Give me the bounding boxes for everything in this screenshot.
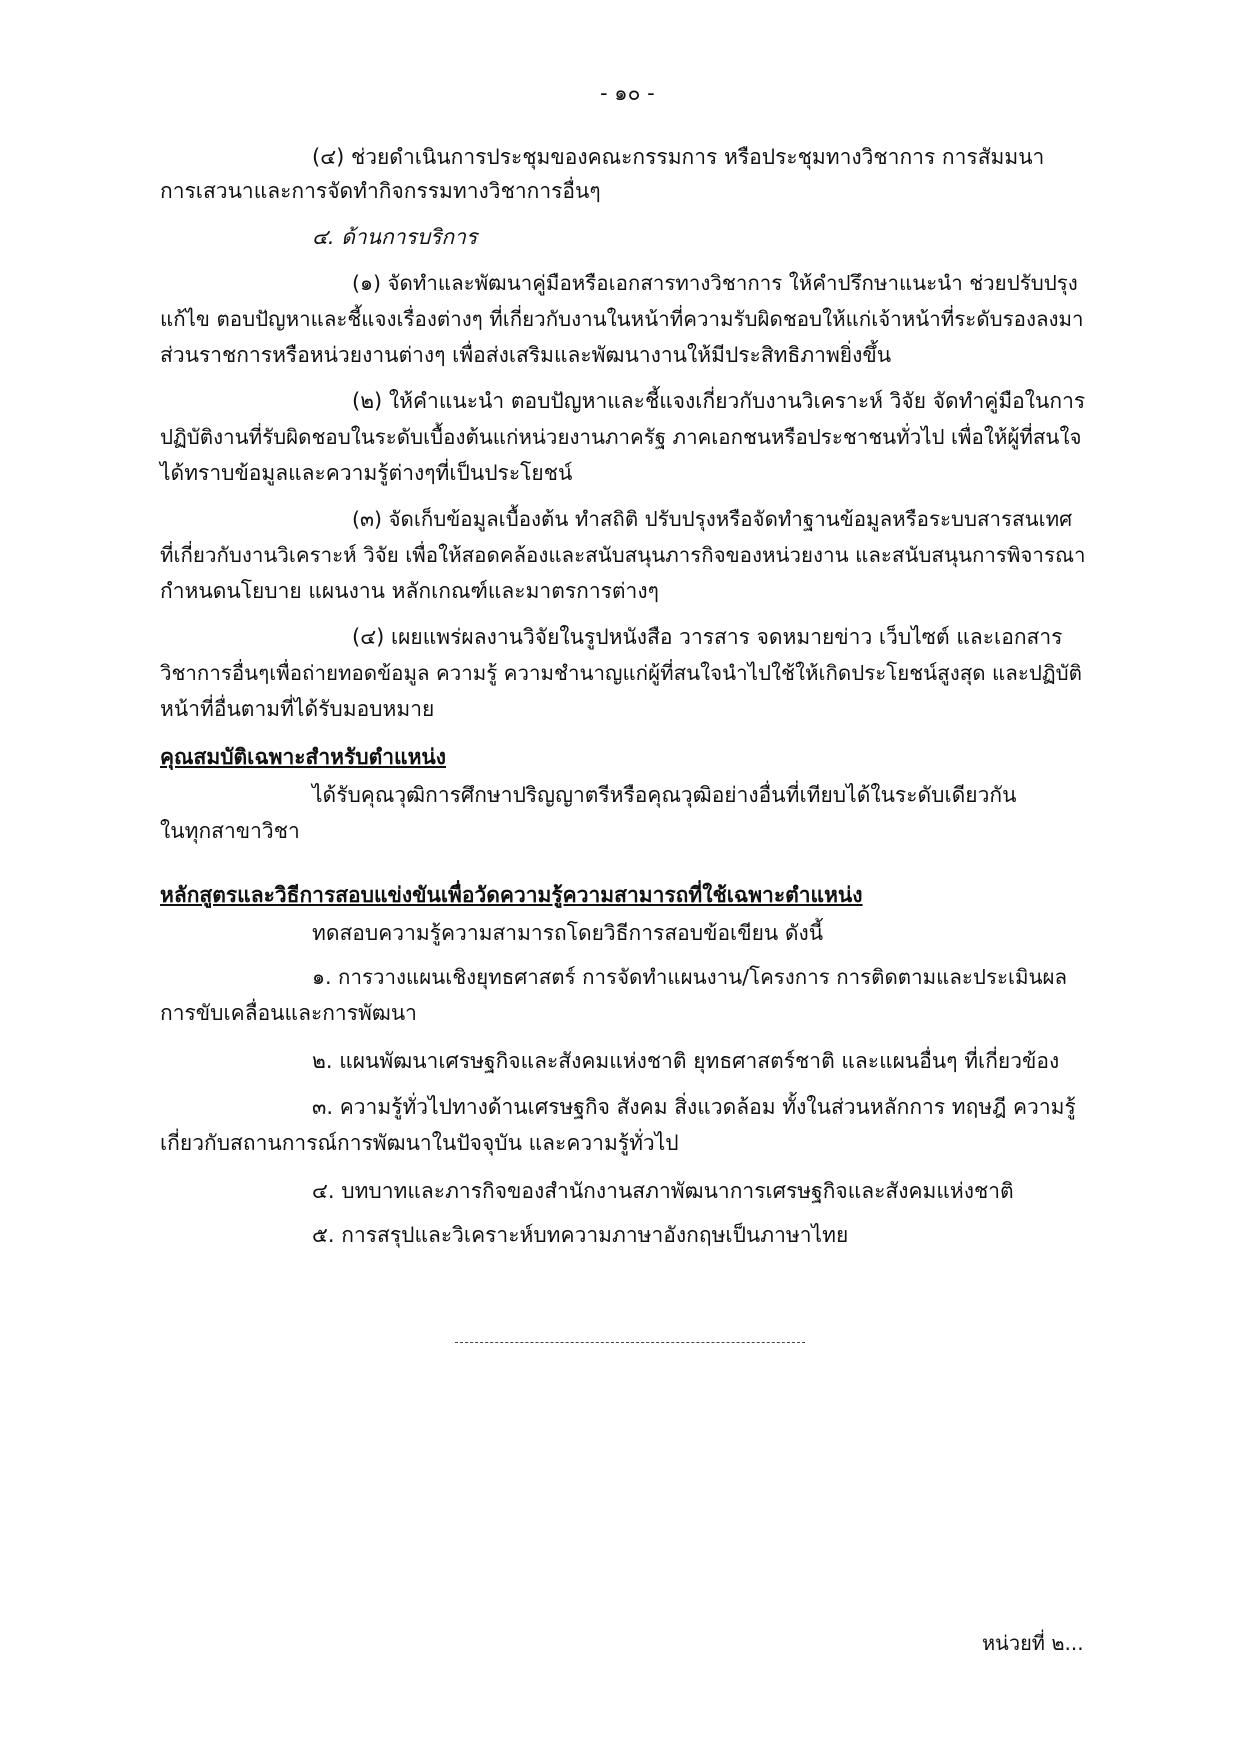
exam-item-1-line: การขับเคลื่อนและการพัฒนา bbox=[160, 1001, 417, 1025]
service-item-2-line: (๒) ให้คำแนะนำ ตอบปัญหาและชี้แจงเกี่ยวกับงานวิเคราะห์ วิจัย จัดทำคู่มือในการ bbox=[352, 389, 1086, 413]
service-item-2-line: ได้ทราบข้อมูลและความรู้ต่างๆที่เป็นประโยชน์ bbox=[160, 461, 573, 485]
service-item-1-line: ส่วนราชการหรือหน่วยงานต่างๆ เพื่อส่งเสริมและพัฒนางานให้มีประสิทธิภาพยิ่งขึ้น bbox=[160, 343, 892, 367]
qualification-heading: คุณสมบัติเฉพาะสำหรับตำแหน่ง bbox=[160, 745, 447, 769]
page-number: - ๑๐ - bbox=[600, 81, 655, 105]
exam-item-3-line: ๓. ความรู้ทั่วไปทางด้านเศรษฐกิจ สังคม สิ่งแวดล้อม ทั้งในส่วนหลักการ ทฤษฎี ความรู้ bbox=[312, 1095, 1076, 1119]
exam-intro: ทดสอบความรู้ความสามารถโดยวิธีการสอบข้อเขียน ดังนี้ bbox=[312, 921, 824, 945]
paragraph-line: (๔) ช่วยดำเนินการประชุมของคณะกรรมการ หรือประชุมทางวิชาการ การสัมมนา bbox=[312, 145, 1045, 169]
qualification-line: ในทุกสาขาวิชา bbox=[160, 819, 300, 843]
section-heading-service: ๔. ด้านการบริการ bbox=[312, 225, 478, 249]
paragraph-line: การเสวนาและการจัดทำกิจกรรมทางวิชาการอื่นๆ bbox=[160, 179, 601, 203]
service-item-2-line: ปฏิบัติงานที่รับผิดชอบในระดับเบื้องต้นแก่หน่วยงานภาครัฐ ภาคเอกชนหรือประชาชนทั่วไป เพื่อให้ผู้ที่สนใจ bbox=[160, 425, 1082, 449]
exam-heading: หลักสูตรและวิธีการสอบแข่งขันเพื่อวัดความรู้ความสามารถที่ใช้เฉพาะตำแหน่ง bbox=[160, 883, 863, 907]
next-page-marker: หน่วยที่ ๒... bbox=[982, 1631, 1084, 1655]
service-item-4-line: หน้าที่อื่นตามที่ได้รับมอบหมาย bbox=[160, 697, 435, 721]
exam-item-3-line: เกี่ยวกับสถานการณ์การพัฒนาในปัจจุบัน และความรู้ทั่วไป bbox=[160, 1131, 679, 1155]
service-item-3-line: ที่เกี่ยวกับงานวิเคราะห์ วิจัย เพื่อให้สอดคล้องและสนับสนุนภารกิจของหน่วยงาน และสนับสนุนการพิจารณา bbox=[160, 543, 1086, 567]
service-item-3-line: กำหนดนโยบาย แผนงาน หลักเกณฑ์และมาตรการต่างๆ bbox=[160, 579, 659, 603]
exam-item-2-line: ๒. แผนพัฒนาเศรษฐกิจและสังคมแห่งชาติ ยุทธศาสตร์ชาติ และแผนอื่นๆ ที่เกี่ยวข้อง bbox=[312, 1049, 1060, 1073]
exam-item-5-line: ๕. การสรุปและวิเคราะห์บทความภาษาอังกฤษเป็นภาษาไทย bbox=[312, 1223, 849, 1247]
exam-item-4-line: ๔. บทบาทและภารกิจของสำนักงานสภาพัฒนาการเศรษฐกิจและสังคมแห่งชาติ bbox=[312, 1179, 1014, 1203]
service-item-3-line: (๓) จัดเก็บข้อมูลเบื้องต้น ทำสถิติ ปรับปรุงหรือจัดทำฐานข้อมูลหรือระบบสารสนเทศ bbox=[352, 507, 1073, 531]
end-separator-dashes bbox=[455, 1342, 805, 1343]
exam-item-1-line: ๑. การวางแผนเชิงยุทธศาสตร์ การจัดทำแผนงาน/โครงการ การติดตามและประเมินผล bbox=[312, 965, 1068, 989]
qualification-line: ได้รับคุณวุฒิการศึกษาปริญญาตรีหรือคุณวุฒิอย่างอื่นที่เทียบได้ในระดับเดียวกัน bbox=[312, 783, 1017, 807]
service-item-4-line: (๔) เผยแพร่ผลงานวิจัยในรูปหนังสือ วารสาร จดหมายข่าว เว็บไซต์ และเอกสาร bbox=[352, 625, 1063, 649]
service-item-4-line: วิชาการอื่นๆเพื่อถ่ายทอดข้อมูล ความรู้ ความชำนาญแก่ผู้ที่สนใจนำไปใช้ให้เกิดประโยชน์สูงสุด และปฏิบัติ bbox=[160, 661, 1082, 685]
service-item-1-line: (๑) จัดทำและพัฒนาคู่มือหรือเอกสารทางวิชาการ ให้คำปรึกษาแนะนำ ช่วยปรับปรุง bbox=[352, 271, 1078, 295]
service-item-1-line: แก้ไข ตอบปัญหาและชี้แจงเรื่องต่างๆ ที่เกี่ยวกับงานในหน้าที่ความรับผิดชอบให้แก่เจ้าหน้าที่ระดับรองลงมา bbox=[160, 307, 1084, 331]
